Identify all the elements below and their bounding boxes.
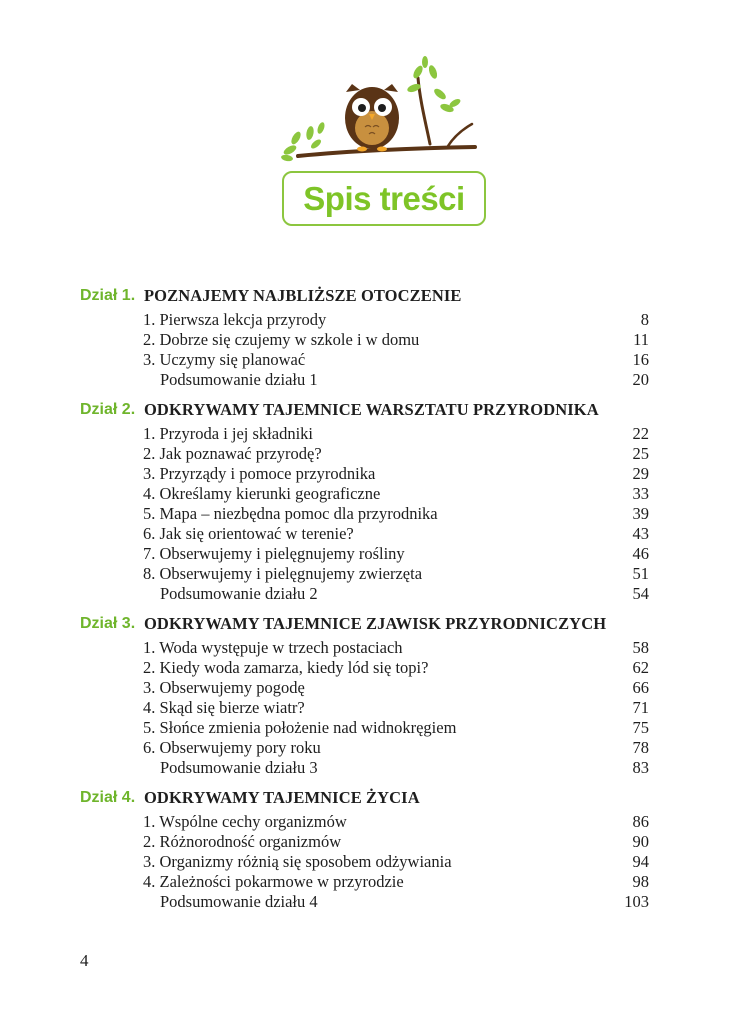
entry-title: Podsumowanie działu 1 xyxy=(160,370,318,389)
toc-entry[interactable] xyxy=(0,310,739,330)
entry-title: 1. Wspólne cechy organizmów xyxy=(143,812,347,831)
entry-title: Podsumowanie działu 4 xyxy=(160,892,318,911)
toc-section xyxy=(0,786,739,912)
toc-entry[interactable] xyxy=(0,638,739,658)
toc-entry[interactable] xyxy=(0,350,739,370)
entry-page-number: 98 xyxy=(632,872,649,891)
entry-page-number: 25 xyxy=(632,444,649,463)
entry-page-number: 39 xyxy=(632,504,649,523)
entry-title: 1. Przyroda i jej składniki xyxy=(143,424,314,443)
entry-page-number: 43 xyxy=(632,524,649,543)
entry-title: 8. Obserwujemy i pielęgnujemy zwierzęta xyxy=(143,564,423,583)
entry-page-number: 78 xyxy=(632,738,649,757)
entry-page-number: 83 xyxy=(632,758,649,777)
toc-entry[interactable] xyxy=(0,444,739,464)
entry-title: 1. Woda występuje w trzech postaciach xyxy=(143,638,403,657)
entry-title: 6. Jak się orientować w terenie? xyxy=(143,524,354,543)
toc-entry[interactable] xyxy=(0,718,739,738)
toc-entry[interactable] xyxy=(0,852,739,872)
toc-entry[interactable] xyxy=(0,678,739,698)
entry-title: 2. Kiedy woda zamarza, kiedy lód się topi? xyxy=(143,658,429,677)
entry-title: 2. Jak poznawać przyrodę? xyxy=(143,444,322,463)
section-label: Dział 2. xyxy=(80,401,136,418)
entry-title: 3. Obserwujemy pogodę xyxy=(143,678,305,697)
entry-title: 3. Uczymy się planować xyxy=(143,350,306,369)
toc-entry[interactable] xyxy=(0,658,739,678)
entry-page-number: 71 xyxy=(632,698,649,717)
entry-page-number: 11 xyxy=(633,330,649,349)
entry-page-number: 8 xyxy=(640,310,649,329)
page-title: Spis treści xyxy=(303,179,465,217)
toc-entry[interactable] xyxy=(0,544,739,564)
owl-icon xyxy=(345,84,399,152)
entry-title: 1. Pierwsza lekcja przyrody xyxy=(143,310,327,329)
entry-title: 2. Różnorodność organizmów xyxy=(143,832,342,851)
section-heading xyxy=(0,398,739,422)
toc-entry[interactable] xyxy=(0,370,739,390)
entry-title: 3. Przyrządy i pomoce przyrodnika xyxy=(143,464,376,483)
toc-entry[interactable] xyxy=(0,892,739,912)
entry-page-number: 22 xyxy=(632,424,649,443)
toc-entry[interactable] xyxy=(0,524,739,544)
toc-section xyxy=(0,398,739,604)
entry-title: 4. Skąd się bierze wiatr? xyxy=(143,698,305,717)
toc-entry[interactable] xyxy=(0,424,739,444)
entry-title: 3. Organizmy różnią się sposobem odżywiania xyxy=(143,852,452,871)
section-label: Dział 3. xyxy=(80,615,136,632)
entry-page-number: 51 xyxy=(632,564,649,583)
toc-entry[interactable] xyxy=(0,738,739,758)
section-title: POZNAJEMY NAJBLIŻSZE OTOCZENIE xyxy=(144,286,462,305)
toc-entry[interactable] xyxy=(0,872,739,892)
toc-section xyxy=(0,284,739,390)
toc-entry[interactable] xyxy=(0,698,739,718)
entry-page-number: 16 xyxy=(632,350,649,369)
entry-page-number: 58 xyxy=(632,638,649,657)
entry-page-number: 90 xyxy=(632,832,649,851)
toc-entry[interactable] xyxy=(0,484,739,504)
title-box xyxy=(282,171,486,226)
entry-page-number: 86 xyxy=(632,812,649,831)
toc-entry[interactable] xyxy=(0,584,739,604)
entry-page-number: 66 xyxy=(632,678,649,697)
section-label: Dział 4. xyxy=(80,789,136,806)
section-label: Dział 1. xyxy=(80,287,136,304)
entry-title: 5. Słońce zmienia położenie nad widnokręgiem xyxy=(143,718,457,737)
section-heading xyxy=(0,786,739,810)
section-title: ODKRYWAMY TAJEMNICE ZJAWISK PRZYRODNICZYCH xyxy=(144,614,607,633)
toc-section xyxy=(0,612,739,778)
section-title: ODKRYWAMY TAJEMNICE WARSZTATU PRZYRODNIKA xyxy=(144,400,599,419)
header xyxy=(0,0,739,240)
entry-page-number: 62 xyxy=(632,658,649,677)
toc-entry[interactable] xyxy=(0,464,739,484)
entry-page-number: 46 xyxy=(632,544,649,563)
entry-page-number: 33 xyxy=(632,484,649,503)
table-of-contents xyxy=(0,284,739,920)
entry-page-number: 20 xyxy=(632,370,649,389)
twig-icon xyxy=(448,124,472,146)
toc-entry[interactable] xyxy=(0,564,739,584)
page-number: 4 xyxy=(80,951,89,970)
entry-page-number: 29 xyxy=(632,464,649,483)
entry-page-number: 103 xyxy=(624,892,649,911)
toc-entry[interactable] xyxy=(0,812,739,832)
section-title: ODKRYWAMY TAJEMNICE ŻYCIA xyxy=(144,788,420,807)
entry-page-number: 94 xyxy=(632,852,649,871)
toc-entry[interactable] xyxy=(0,758,739,778)
entry-page-number: 75 xyxy=(632,718,649,737)
entry-title: 6. Obserwujemy pory roku xyxy=(143,738,321,757)
entry-title: 2. Dobrze się czujemy w szkole i w domu xyxy=(143,330,420,349)
section-heading xyxy=(0,612,739,636)
toc-entry[interactable] xyxy=(0,330,739,350)
entry-page-number: 54 xyxy=(632,584,649,603)
entry-title: Podsumowanie działu 2 xyxy=(160,584,318,603)
entry-title: 5. Mapa – niezbędna pomoc dla przyrodnika xyxy=(143,504,438,523)
entry-title: 4. Zależności pokarmowe w przyrodzie xyxy=(143,872,404,891)
entry-title: 4. Określamy kierunki geograficzne xyxy=(143,484,381,503)
entry-title: Podsumowanie działu 3 xyxy=(160,758,318,777)
entry-title: 7. Obserwujemy i pielęgnujemy rośliny xyxy=(143,544,405,563)
section-heading xyxy=(0,284,739,308)
toc-entry[interactable] xyxy=(0,504,739,524)
toc-entry[interactable] xyxy=(0,832,739,852)
